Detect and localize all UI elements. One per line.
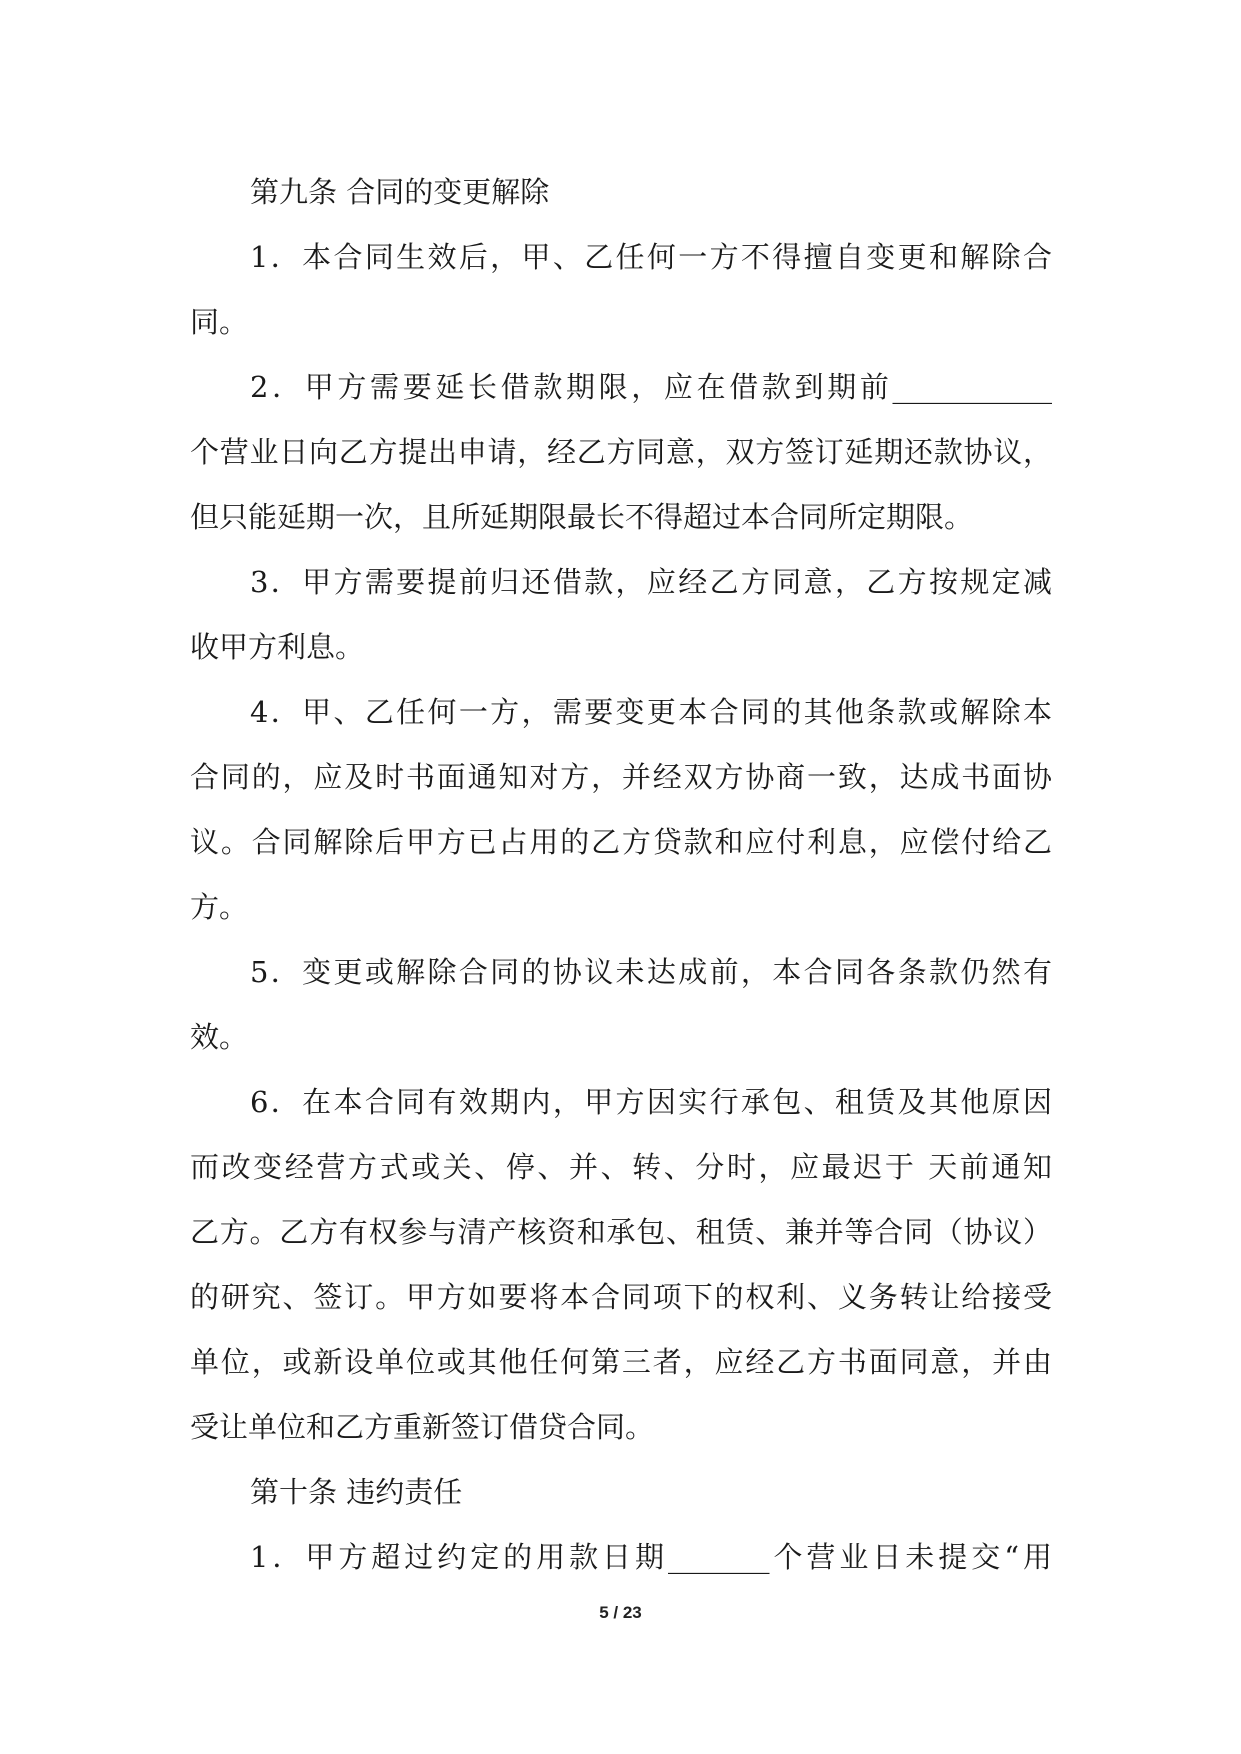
paragraph-line: 受让单位和乙方重新签订借贷合同。	[190, 1410, 655, 1444]
paragraph-line: 1．甲方超过约定的用款日期_______个营业日未提交“用	[250, 1540, 1052, 1574]
article-10-heading: 第十条 违约责任	[250, 1475, 463, 1509]
paragraph-line: 议。合同解除后甲方已占用的乙方贷款和应付利息，应偿付给乙	[190, 825, 1052, 859]
page-number: 5 / 23	[599, 1603, 642, 1622]
paragraph-line: 个营业日向乙方提出申请，经乙方同意，双方签订延期还款协议，	[190, 435, 1052, 469]
paragraph-line: 单位，或新设单位或其他任何第三者，应经乙方书面同意，并由	[190, 1345, 1052, 1379]
paragraph-line: 方。	[190, 890, 249, 924]
paragraph-line: 而改变经营方式或关、停、并、转、分时，应最迟于 天前通知	[190, 1150, 1052, 1184]
paragraph-line: 2．甲方需要延长借款期限，应在借款到期前___________	[250, 370, 1052, 404]
paragraph-line: 同。	[190, 305, 249, 339]
paragraph-line: 5．变更或解除合同的协议未达成前，本合同各条款仍然有	[250, 955, 1052, 989]
paragraph-line: 1．本合同生效后，甲、乙任何一方不得擅自变更和解除合	[250, 240, 1052, 274]
paragraph-line: 4．甲、乙任何一方，需要变更本合同的其他条款或解除本	[250, 695, 1052, 729]
paragraph-line: 3．甲方需要提前归还借款，应经乙方同意，乙方按规定减	[250, 565, 1052, 599]
document-body	[190, 160, 1052, 1590]
paragraph-line: 合同的，应及时书面通知对方，并经双方协商一致，达成书面协	[190, 760, 1052, 794]
paragraph-line: 效。	[190, 1020, 249, 1054]
article-9-heading: 第九条 合同的变更解除	[250, 175, 550, 209]
paragraph-line: 乙方。乙方有权参与清产核资和承包、租赁、兼并等合同（协议）	[190, 1215, 1052, 1249]
paragraph-line: 但只能延期一次，且所延期限最长不得超过本合同所定期限。	[190, 500, 974, 534]
paragraph-line: 6．在本合同有效期内，甲方因实行承包、租赁及其他原因	[250, 1085, 1052, 1119]
paragraph-line: 的研究、签订。甲方如要将本合同项下的权利、义务转让给接受	[190, 1280, 1052, 1314]
paragraph-line: 收甲方利息。	[190, 630, 365, 664]
